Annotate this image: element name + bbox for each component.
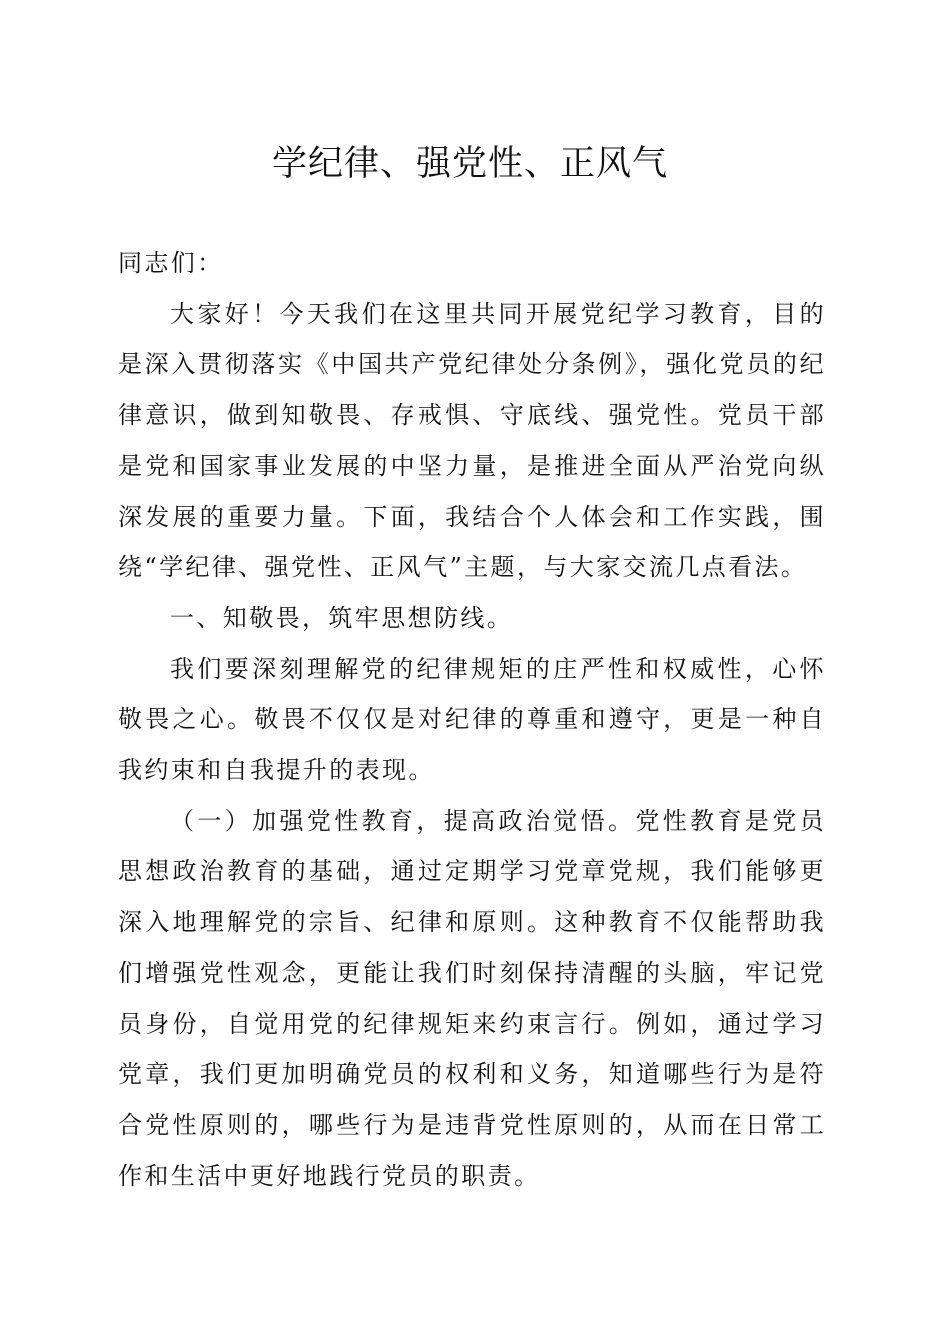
paragraph-opening: 大家好！今天我们在这里共同开展党纪学习教育，目的是深入贯彻落实《中国共产党纪律处分条例》，强化党员的纪律意识，做到知敬畏、存戒惧、守底线、强党性。党员干部是党和国家事业发展的中坚力量，是推进全面从严治党向纵深发展的重要力量。下面，我结合个人体会和工作实践，围绕“学纪律、强党性、正风气”主题，与大家交流几点看法。 <box>118 299 826 582</box>
document-body <box>118 238 826 1201</box>
paragraph-subsection-1: （一）加强党性教育，提高政治觉悟。党性教育是党员思想政治教育的基础，通过定期学习党章党规，我们能够更深入地理解党的宗旨、纪律和原则。这种教育不仅能帮助我们增强党性观念，更能让我们时刻保持清醒的头脑，牢记党员身份，自觉用党的纪律规矩来约束言行。例如，通过学习党章，我们更加明确党员的权利和义务，知道哪些行为是符合党性原则的，哪些行为是违背党性原则的，从而在日常工作和生活中更好地践行党员的职责。 <box>118 806 826 1190</box>
section-heading-1: 一、知敬畏，筑牢思想防线。 <box>170 603 514 632</box>
document-title: 学纪律、强党性、正风气 <box>271 144 668 184</box>
salutation: 同志们： <box>118 249 224 277</box>
paragraph-section-1: 我们要深刻理解党的纪律规矩的庄严性和权威性，心怀敬畏之心。敬畏不仅仅是对纪律的尊重和遵守，更是一种自我约束和自我提升的表现。 <box>118 654 826 785</box>
